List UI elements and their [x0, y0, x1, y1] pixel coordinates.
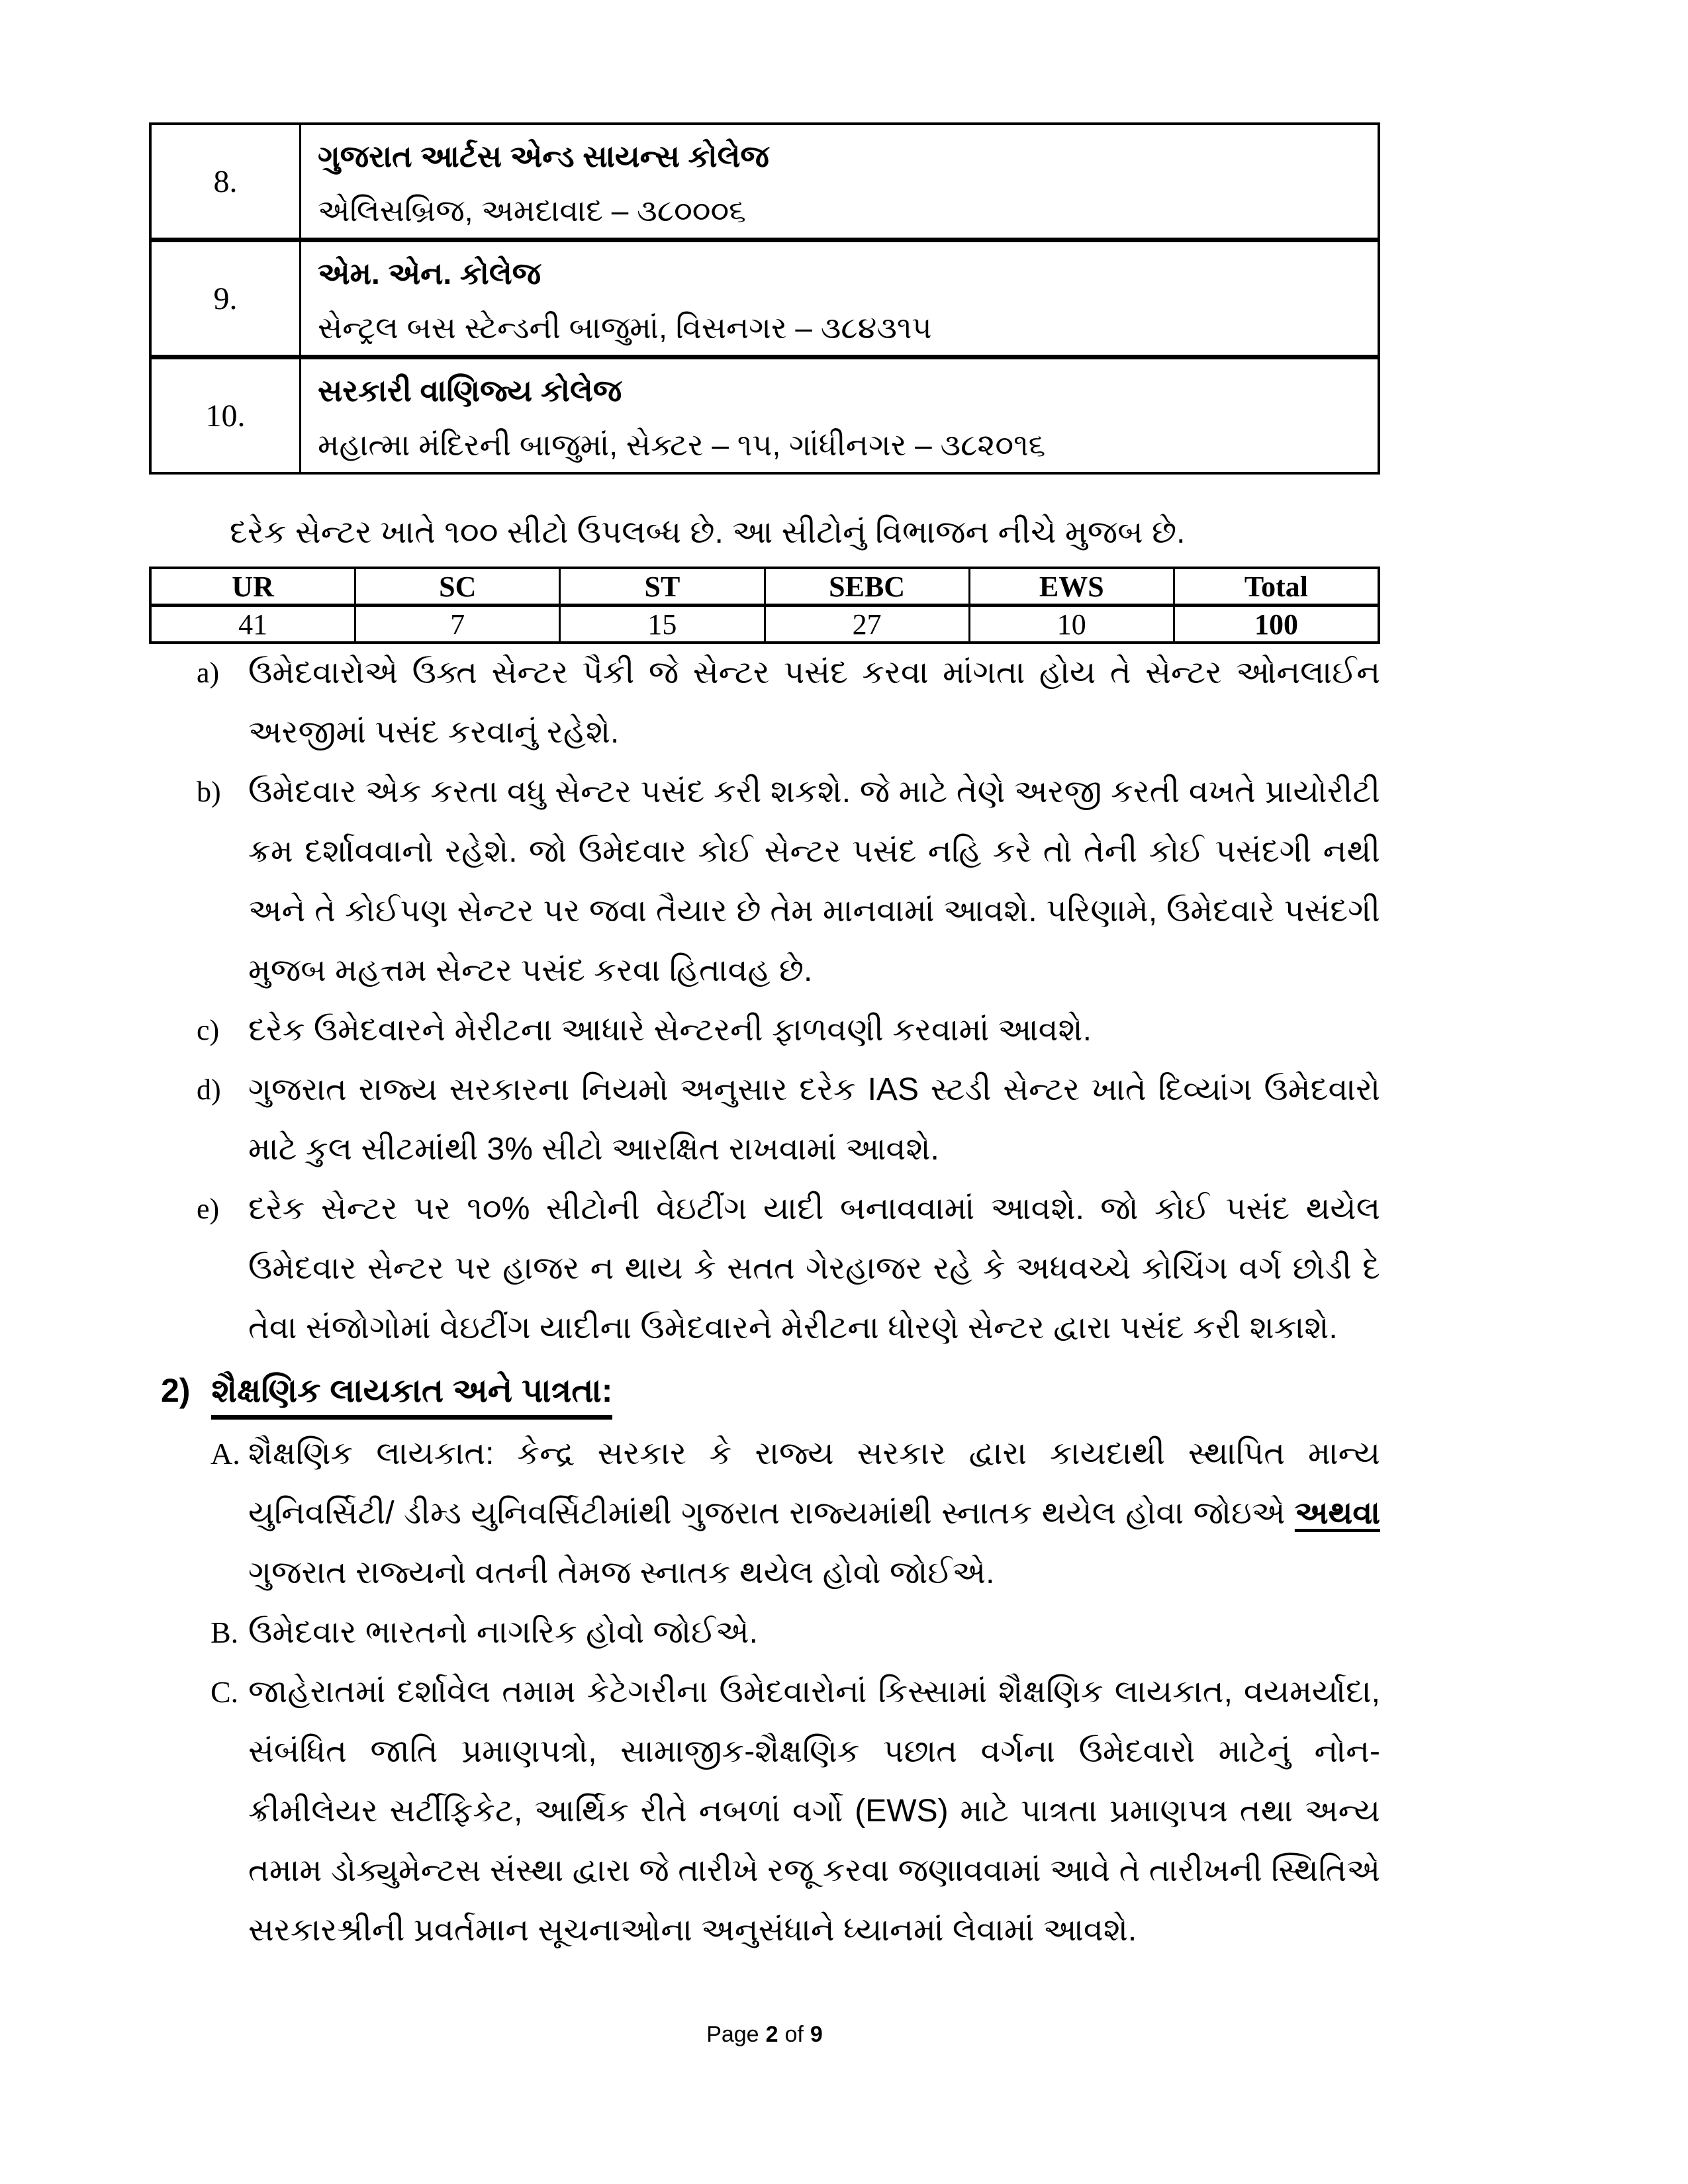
seat-table-header-row	[152, 569, 1378, 607]
footer-total-pages: 9	[810, 2022, 823, 2047]
college-address: એલિસબ્રિજ, અમદાવાદ – ૩૮૦૦૦૬	[318, 193, 746, 228]
seat-header-total: Total	[1244, 570, 1309, 603]
footer-page-number: 2	[765, 2022, 778, 2047]
footer-separator: of	[784, 2022, 804, 2047]
list-item-a	[149, 643, 1380, 762]
list-marker: c)	[197, 1014, 220, 1046]
college-name: એમ. એન. કોલેજ	[318, 256, 541, 291]
row-number-cell: 9.	[152, 242, 301, 355]
list-item-text: ગુજરાત રાજ્ય સરકારના નિયમો અનુસાર દરેક IAS સ્ટડી સેન્ટર ખાતે દિવ્યાંગ ઉમેદવારો માટે કુલ સીટમાંથી 3% સીટો આરક્ષિત રાખવામાં આવશે.	[248, 1072, 1380, 1167]
list-marker: A.	[211, 1437, 240, 1471]
seat-table-value-row	[152, 607, 1378, 641]
list-item-text-before: શૈક્ષણિક લાયકાત: કેન્દ્ર સરકાર કે રાજ્ય સરકાર દ્વારા કાયદાથી સ્થાપિત માન્ય યુનિવર્સિટી/ ડીમ્ડ યુનિવર્સિટીમાંથી ગુજરાત રાજ્યમાંથી સ્નાતક થયેલ હોવા જોઇએ	[248, 1436, 1380, 1531]
seat-header-st: ST	[561, 569, 765, 604]
table-row	[152, 355, 1378, 472]
row-number-cell: 8.	[152, 125, 301, 238]
section-heading	[161, 1370, 612, 1420]
seat-header-sebc: SEBC	[766, 569, 970, 604]
list-marker: B.	[211, 1615, 239, 1649]
table-row	[152, 125, 1378, 238]
list-item-text-after: ગુજરાત રાજ્યનો વતની તેમજ સ્નાતક થયેલ હોવો જોઈએ.	[248, 1555, 995, 1590]
seat-header-ur: UR	[152, 569, 356, 604]
list-marker: a)	[197, 657, 220, 689]
seat-distribution-table	[149, 567, 1380, 644]
table-row	[152, 238, 1378, 355]
seat-header-sc: SC	[356, 569, 561, 604]
seat-value-ur: 41	[152, 607, 356, 641]
list-item-e	[149, 1179, 1380, 1358]
seat-value-total: 100	[1254, 608, 1298, 641]
college-name: સરકારી વાણિજ્ય કોલેજ	[318, 373, 622, 408]
list-marker: b)	[197, 776, 221, 808]
colleges-table	[149, 122, 1380, 475]
seat-header-ews: EWS	[970, 569, 1175, 604]
section-heading-text: શૈક્ષણિક લાયકાત અને પાત્રતા:	[211, 1370, 612, 1420]
list-marker: d)	[197, 1073, 221, 1106]
seat-value-sc: 7	[356, 607, 561, 641]
center-rules-list	[149, 643, 1380, 1358]
list-item-text: દરેક સેન્ટર પર ૧૦% સીટોની વેઇટીંગ યાદી બનાવવામાં આવશે. જો કોઈ પસંદ થયેલ ઉમેદવાર સેન્ટર પર હાજર ન થાય કે સતત ગેરહાજર રહે કે અધવચ્ચે કોચિંગ વર્ગ છોડી દે તેવા સંજોગોમાં વેઇટીંગ યાદીના ઉમેદવારને મેરીટના ધોરણે સેન્ટર દ્વારા પસંદ કરી શકાશે.	[248, 1191, 1380, 1345]
seats-intro-paragraph: દરેક સેન્ટર ખાતે ૧૦૦ સીટો ઉપલબ્ધ છે. આ સીટોનું વિભાજન નીચે મુજબ છે.	[230, 515, 1186, 550]
list-item-A	[149, 1424, 1380, 1603]
section-number: 2)	[161, 1372, 191, 1409]
college-address: મહાત્મા મંદિરની બાજુમાં, સેક્ટર – ૧૫, ગાંધીનગર – ૩૮૨૦૧૬	[318, 428, 1046, 462]
list-item-text: ઉમેદવારોએ ઉક્ત સેન્ટર પૈકી જે સેન્ટર પસંદ કરવા માંગતા હોય તે સેન્ટર ઓનલાઈન અરજીમાં પસંદ કરવાનું રહેશે.	[248, 655, 1380, 750]
row-number-cell: 10.	[152, 359, 301, 472]
footer-prefix: Page	[706, 2022, 759, 2047]
college-cell	[301, 242, 1378, 355]
college-name: ગુજરાત આર્ટસ એન્ડ સાયન્સ કોલેજ	[318, 139, 769, 173]
list-item-c	[149, 1001, 1380, 1060]
list-item-C	[149, 1662, 1380, 1960]
list-item-b	[149, 762, 1380, 1001]
seat-value-sebc: 27	[766, 607, 970, 641]
list-marker: C.	[211, 1675, 239, 1709]
seat-value-ews: 10	[970, 607, 1175, 641]
list-item-d	[149, 1060, 1380, 1179]
eligibility-list	[149, 1424, 1380, 1960]
college-cell	[301, 125, 1378, 238]
college-cell	[301, 359, 1378, 472]
college-address: સેન્ટ્રલ બસ સ્ટેન્ડની બાજુમાં, વિસનગર – ૩૮૪૩૧૫	[318, 310, 932, 345]
seat-value-st: 15	[561, 607, 765, 641]
list-item-text: દરેક ઉમેદવારને મેરીટના આધારે સેન્ટરની ફાળવણી કરવામાં આવશે.	[248, 1013, 1092, 1048]
highlighted-word: અથવા	[1294, 1496, 1380, 1531]
list-item-B	[149, 1603, 1380, 1662]
list-item-text: જાહેરાતમાં દર્શાવેલ તમામ કેટેગરીના ઉમેદવારોનાં કિસ્સામાં શૈક્ષણિક લાયકાત, વયમર્યાદા, સંબંધિત જાતિ પ્રમાણપત્રો, સામાજીક-શૈક્ષણિક પછાત વર્ગના ઉમેદવારો માટેનું નોન-ક્રીમીલેયર સર્ટીફિકેટ, આર્થિક રીતે નબળાં વર્ગો (EWS) માટે પાત્રતા પ્રમાણપત્ર તથા અન્ય તમામ ડોક્યુમેન્ટસ સંસ્થા દ્વારા જે તારીખે રજૂ કરવા જણાવવામાં આવે તે તારીખની સ્થિતિએ સરકારશ્રીની પ્રવર્તમાન સૂચનાઓના અનુસંધાને ધ્યાનમાં લેવામાં આવશે.	[248, 1674, 1380, 1948]
list-item-text: ઉમેદવાર ભારતનો નાગરિક હોવો જોઈએ.	[248, 1615, 758, 1650]
list-marker: e)	[197, 1193, 220, 1225]
list-item-text: ઉમેદવાર એક કરતા વધુ સેન્ટર પસંદ કરી શકશે. જે માટે તેણે અરજી કરતી વખતે પ્રાયોરીટી ક્રમ દર્શાવવાનો રહેશે. જો ઉમેદવાર કોઈ સેન્ટર પસંદ નહિ કરે તો તેની કોઈ પસંદગી નથી અને તે કોઈપણ સેન્ટર પર જવા તૈયાર છે તેમ માનવામાં આવશે. પરિણામે, ઉમેદવારે પસંદગી મુજબ મહત્તમ સેન્ટર પસંદ કરવા હિતાવહ છે.	[248, 774, 1380, 988]
page-footer	[149, 2020, 1380, 2049]
